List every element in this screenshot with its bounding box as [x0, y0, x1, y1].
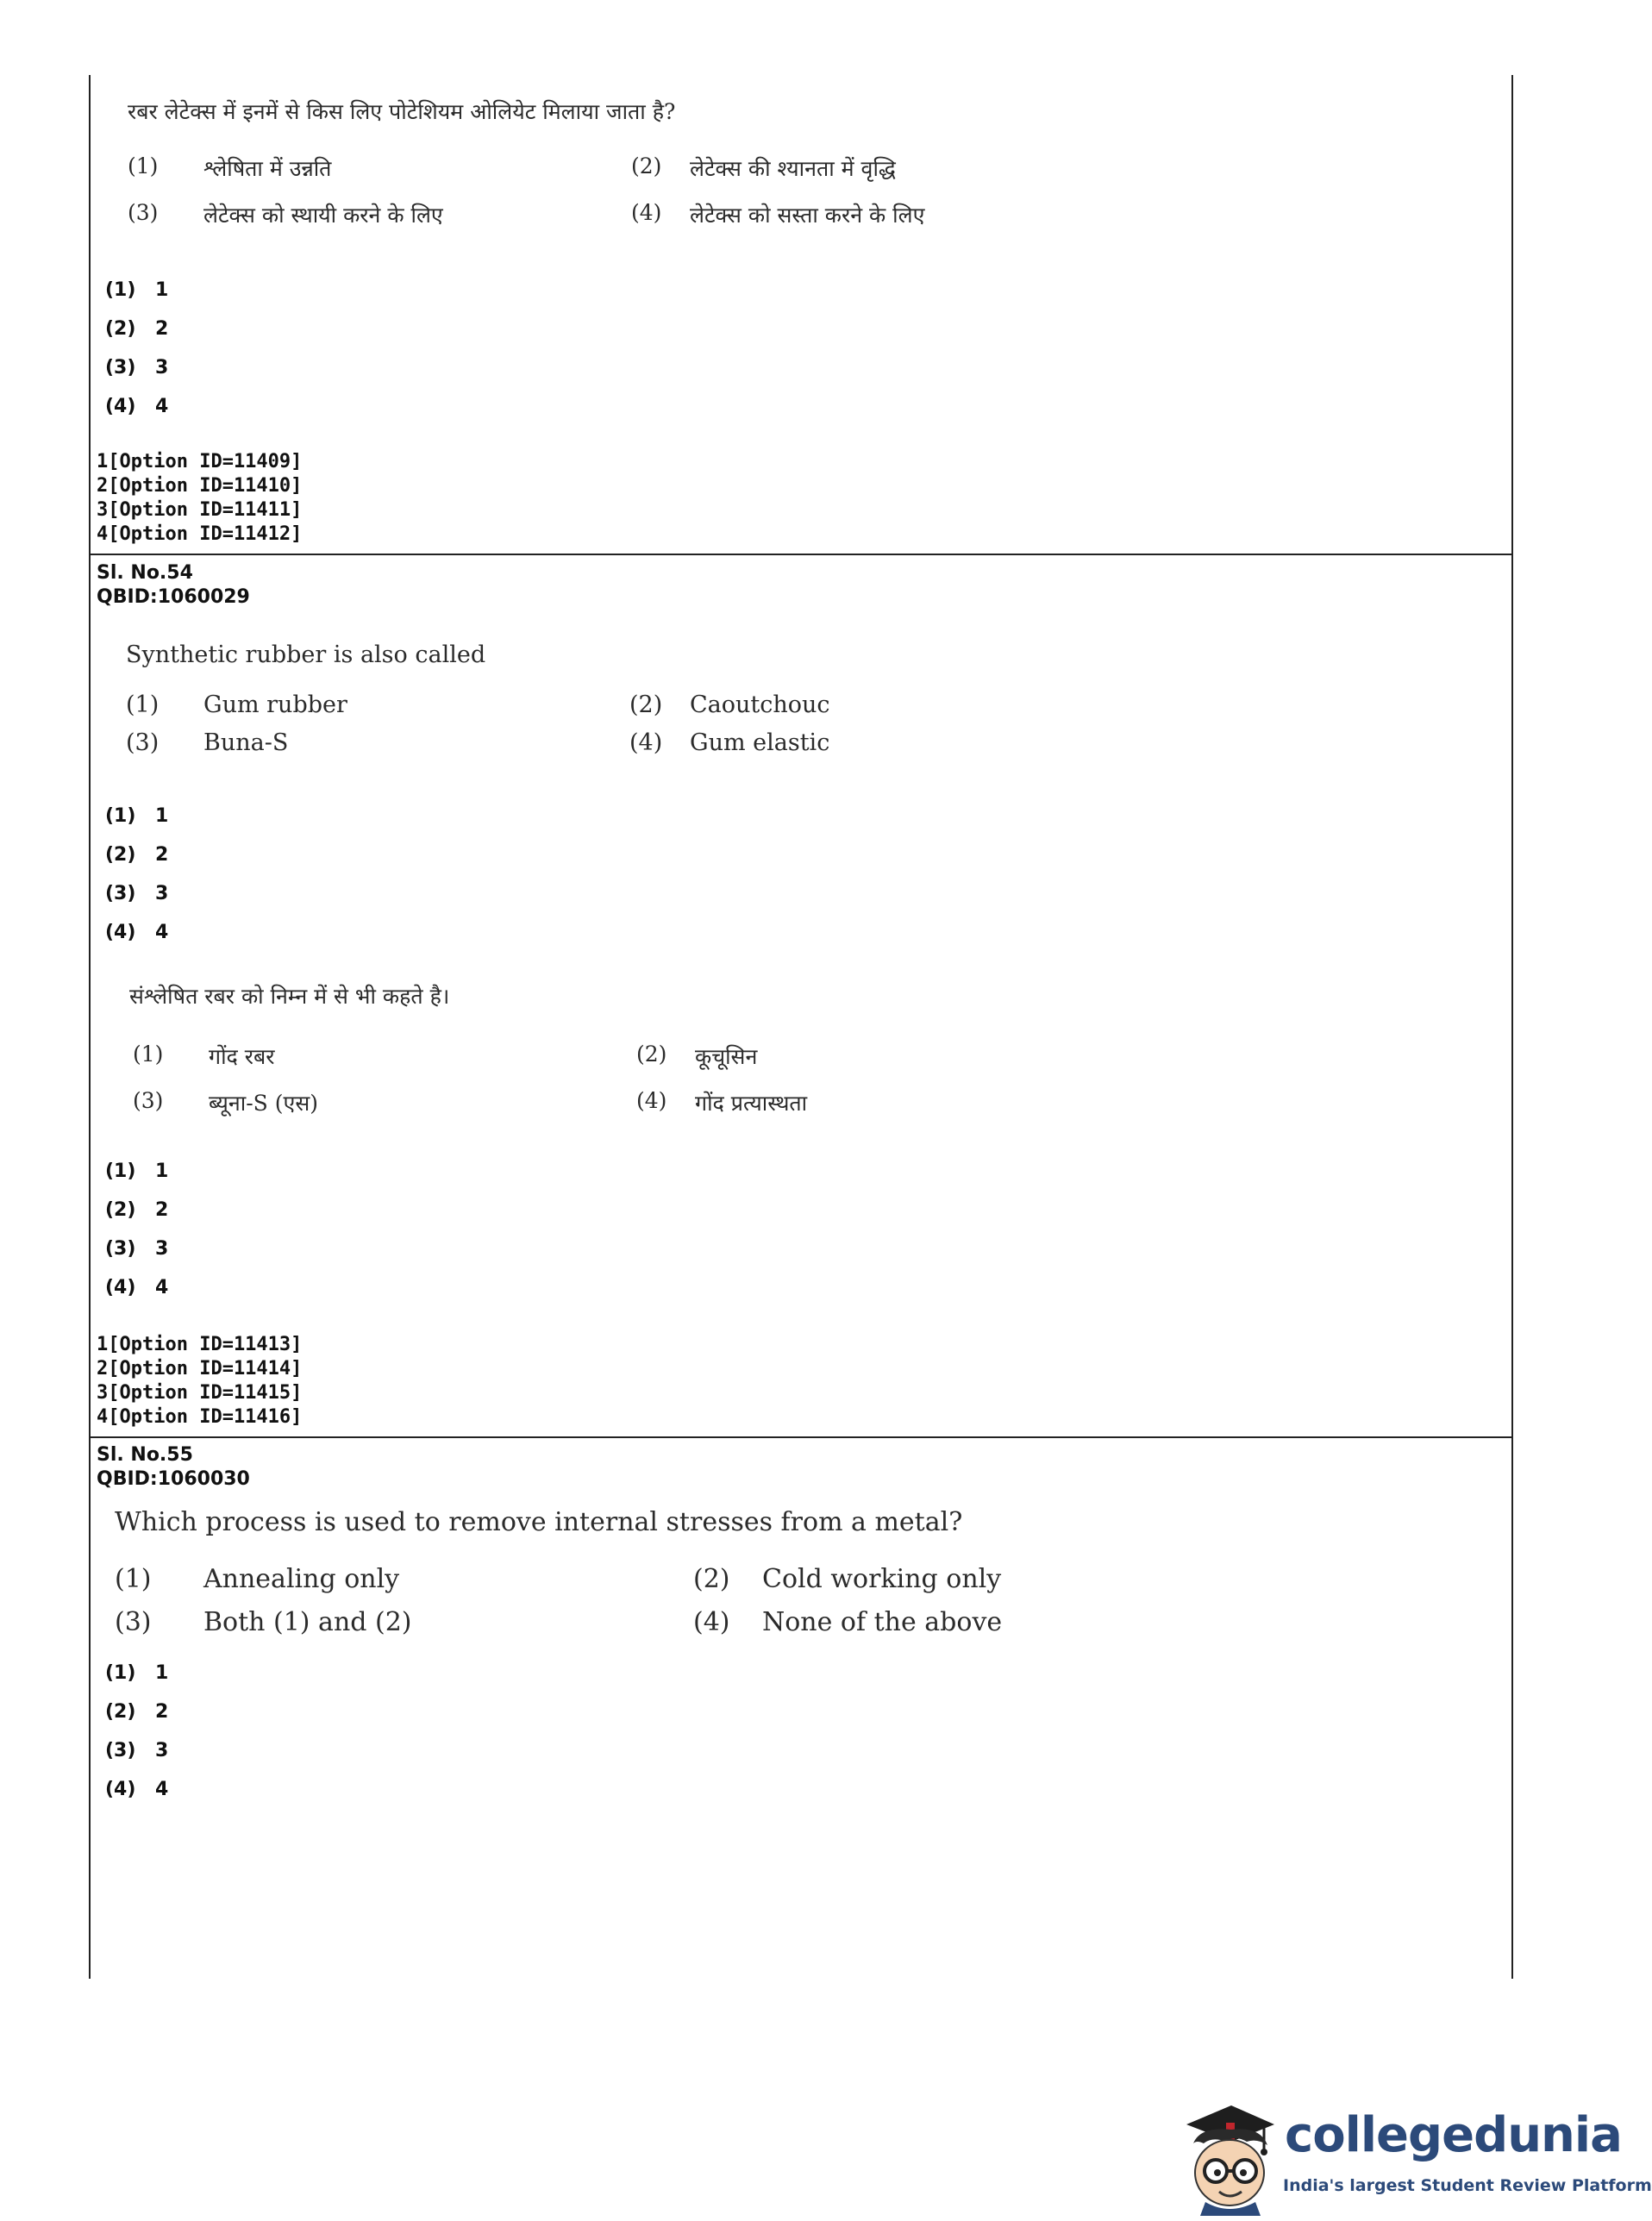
option-id: 2[Option ID=11414]: [97, 1358, 303, 1380]
qbid: QBID:1060029: [97, 586, 250, 608]
option-hi-2: (2) लेटेक्स की श्यानता में वृद्धि: [631, 153, 896, 181]
answer-choice-3[interactable]: (3) 3: [105, 883, 169, 904]
option-hi-2: (2) कूचूसिन: [636, 1042, 758, 1069]
brand-name: collegedunia: [1285, 2107, 1622, 2163]
option-id-list: [97, 1333, 302, 1430]
option-en-1: (1) Gum rubber: [126, 691, 347, 718]
option-hi-3: (3) लेटेक्स को स्थायी करने के लिए: [128, 200, 443, 228]
answer-choice-2[interactable]: (2) 2: [105, 318, 169, 340]
question-header: [97, 561, 250, 610]
answer-choice-4[interactable]: (4) 4: [105, 1277, 169, 1298]
answer-choice-1[interactable]: (1) 1: [105, 1662, 169, 1684]
option-id: 3[Option ID=11411]: [97, 499, 303, 521]
answer-choice-1[interactable]: (1) 1: [105, 805, 169, 827]
answer-choice-4[interactable]: (4) 4: [105, 922, 169, 943]
question-stem-hi: रबर लेटेक्स में इनमें से किस लिए पोटेशियम ओलियेट मिलाया जाता है?: [128, 99, 676, 124]
option-id: 1[Option ID=11409]: [97, 451, 303, 472]
option-id: 4[Option ID=11412]: [97, 523, 303, 545]
answer-choice-2[interactable]: (2) 2: [105, 1701, 169, 1723]
answer-choice-3[interactable]: (3) 3: [105, 1740, 169, 1761]
option-hi-1: (1) गोंद रबर: [133, 1042, 275, 1069]
answer-choice-1[interactable]: (1) 1: [105, 1161, 169, 1182]
question-header: [97, 1443, 250, 1492]
answer-choice-4[interactable]: (4) 4: [105, 1779, 169, 1800]
separator-q53-q54: [89, 554, 1513, 555]
option-en-2: (2) Caoutchouc: [629, 691, 830, 718]
option-en-3: (3) Both (1) and (2): [115, 1607, 412, 1637]
option-en-2: (2) Cold working only: [693, 1564, 1002, 1594]
answer-choice-3[interactable]: (3) 3: [105, 1238, 169, 1260]
answer-choice-1[interactable]: (1) 1: [105, 279, 169, 301]
brand-tagline: India's largest Student Review Platform: [1283, 2176, 1652, 2195]
answer-choice-4[interactable]: (4) 4: [105, 396, 169, 417]
option-hi-1: (1) श्लेषिता में उन्नति: [128, 153, 332, 181]
option-id-list: [97, 450, 302, 547]
option-id: 2[Option ID=11410]: [97, 475, 303, 497]
serial-number: Sl. No.54: [97, 562, 193, 584]
answer-choice-2[interactable]: (2) 2: [105, 844, 169, 866]
option-hi-3: (3) ब्यूना-S (एस): [133, 1088, 318, 1116]
option-en-4: (4) None of the above: [693, 1607, 1003, 1637]
option-hi-4: (4) गोंद प्रत्यास्थता: [636, 1088, 808, 1116]
mascot-icon: [1174, 2100, 1281, 2216]
collegedunia-logo[interactable]: [1174, 2100, 1652, 2216]
question-stem-en: Synthetic rubber is also called: [126, 641, 486, 668]
separator-q54-q55: [89, 1436, 1513, 1438]
option-en-4: (4) Gum elastic: [629, 729, 830, 756]
question-frame: [89, 75, 1513, 1979]
question-stem-hi: संश्लेषित रबर को निम्न में से भी कहते है।: [129, 984, 450, 1009]
answer-choice-3[interactable]: (3) 3: [105, 357, 169, 379]
qbid: QBID:1060030: [97, 1468, 250, 1490]
question-stem-en: Which process is used to remove internal stresses from a metal?: [115, 1507, 963, 1537]
answer-choice-2[interactable]: (2) 2: [105, 1199, 169, 1221]
option-id: 3[Option ID=11415]: [97, 1382, 303, 1404]
option-hi-4: (4) लेटेक्स को सस्ता करने के लिए: [631, 200, 925, 228]
option-id: 4[Option ID=11416]: [97, 1406, 303, 1428]
serial-number: Sl. No.55: [97, 1444, 193, 1466]
option-id: 1[Option ID=11413]: [97, 1334, 303, 1355]
option-en-1: (1) Annealing only: [115, 1564, 400, 1594]
option-en-3: (3) Buna-S: [126, 729, 289, 756]
